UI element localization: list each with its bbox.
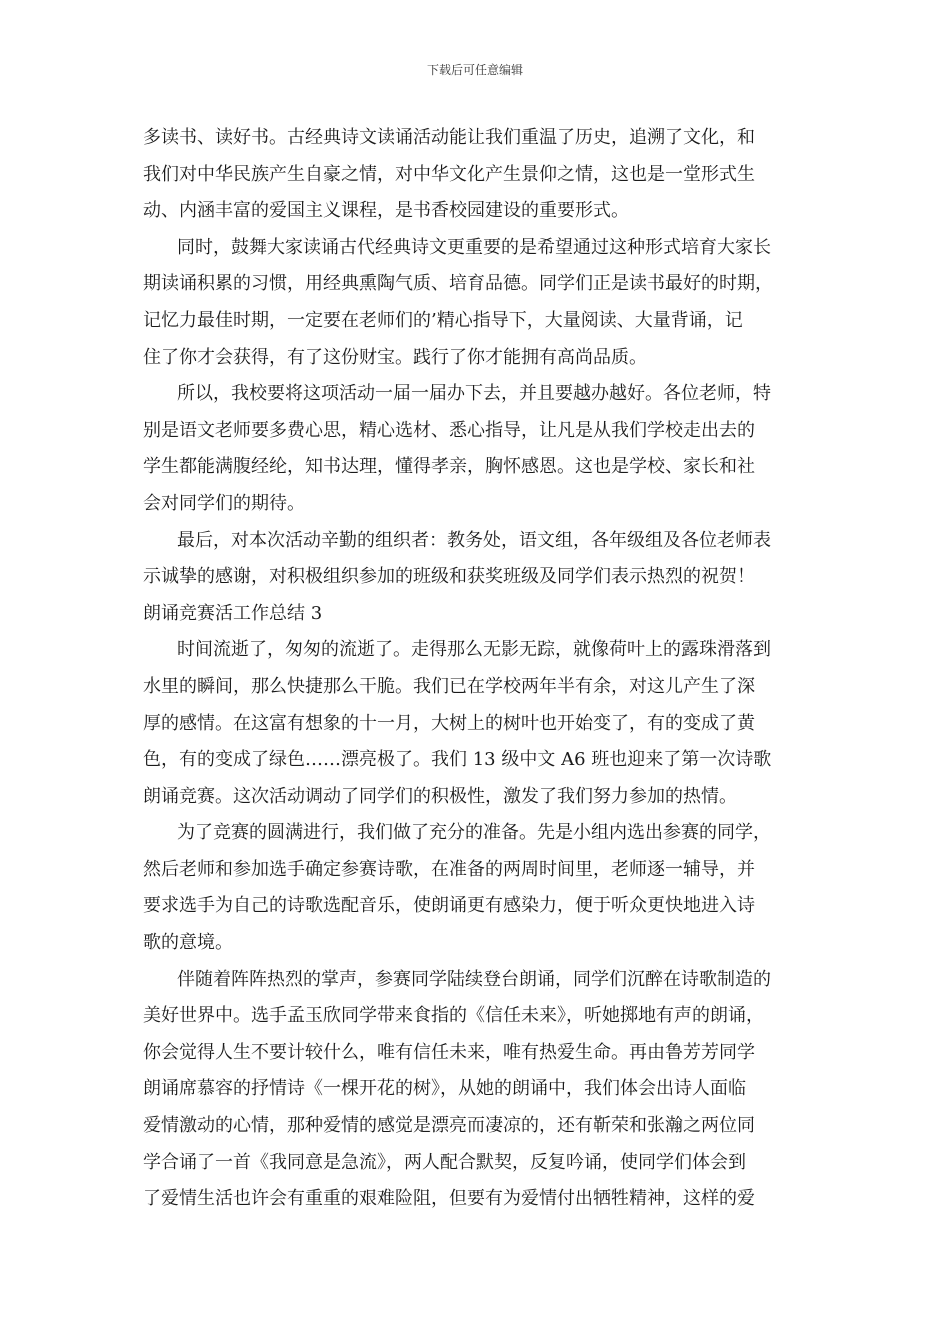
text-line: 美好世界中。选手孟玉欣同学带来食指的《信任未来》，听她掷地有声的朗诵，: [143, 1005, 764, 1027]
text-line: 伴随着阵阵热烈的掌声，参赛同学陆续登台朗诵，同学们沉醉在诗歌制造的: [177, 968, 771, 990]
section-heading: 朗诵竞赛活工作总结 3: [143, 602, 323, 624]
text-line: 为了竞赛的圆满进行，我们做了充分的准备。先是小组内选出参赛的同学，: [177, 822, 771, 844]
document-body: [143, 120, 823, 1218]
text-line: 歌的意境。: [143, 932, 233, 954]
text-line: 示诚挚的感谢，对积极组织参加的班级和获奖班级及同学们表示热烈的祝贺！: [143, 566, 755, 588]
text-line: 会对同学们的期待。: [143, 492, 305, 514]
text-line: 了爱情生活也许会有重重的艰难险阻，但要有为爱情付出牺牲精神，这样的爱: [143, 1188, 755, 1210]
page-header: 下载后可任意编辑: [426, 63, 523, 77]
text-line: 要求选手为自己的诗歌选配音乐，使朗诵更有感染力，便于听众更快地进入诗: [143, 895, 755, 917]
text-line: 记忆力最佳时期，一定要在老师们的’精心指导下，大量阅读、大量背诵，记: [143, 309, 743, 331]
text-line: 住了你才会获得，有了这份财宝。践行了你才能拥有高尚品质。: [143, 346, 647, 368]
text-line: 期读诵积累的习惯，用经典熏陶气质、培育品德。同学们正是读书最好的时期，: [143, 273, 773, 295]
text-line: 朗诵席慕容的抒情诗《一棵开花的树》，从她的朗诵中，我们体会出诗人面临: [143, 1078, 746, 1100]
text-line: 最后，对本次活动辛勤的组织者：教务处，语文组，各年级组及各位老师表: [177, 529, 771, 551]
text-line: 学生都能满腹经纶，知书达理，懂得孝亲，胸怀感恩。这也是学校、家长和社: [143, 456, 755, 478]
text-line: 学合诵了一首《我同意是急流》，两人配合默契，反复吟诵，使同学们体会到: [143, 1151, 746, 1173]
text-line: 然后老师和参加选手确定参赛诗歌，在准备的两周时间里，老师逐一辅导，并: [143, 858, 755, 880]
text-line: 爱情激动的心情，那种爱情的感觉是漂亮而凄凉的，还有靳荣和张瀚之两位同: [143, 1115, 755, 1137]
text-line: 朗诵竞赛。这次活动调动了同学们的积极性，激发了我们努力参加的热情。: [143, 785, 737, 807]
text-line: 多读书、读好书。古经典诗文读诵活动能让我们重温了历史，追溯了文化，和: [143, 127, 755, 148]
text-line: 我们对中华民族产生自豪之情，对中华文化产生景仰之情，这也是一堂形式生: [143, 163, 755, 185]
text-line: 所以，我校要将这项活动一届一届办下去，并且要越办越好。各位老师，特: [177, 383, 771, 405]
text-line: 你会觉得人生不要计较什么，唯有信任未来，唯有热爱生命。再由鲁芳芳同学: [143, 1041, 755, 1063]
text-line: 色，有的变成了绿色……漂亮极了。我们 13 级中文 A6 班也迎来了第一次诗歌: [143, 749, 772, 771]
text-line: 时间流逝了，匆匆的流逝了。走得那么无影无踪，就像荷叶上的露珠滑落到: [177, 639, 771, 661]
text-line: 水里的瞬间，那么快捷那么干脆。我们已在学校两年半有余，对这儿产生了深: [143, 675, 755, 697]
text-line: 动、内涵丰富的爱国主义课程，是书香校园建设的重要形式。: [143, 200, 629, 222]
text-line: 同时，鼓舞大家读诵古代经典诗文更重要的是希望通过这种形式培育大家长: [177, 236, 771, 258]
text-line: 别是语文老师要多费心思，精心选材、悉心指导，让凡是从我们学校走出去的: [143, 419, 755, 441]
text-line: 厚的感情。在这富有想象的十一月，大树上的树叶也开始变了，有的变成了黄: [143, 712, 755, 734]
